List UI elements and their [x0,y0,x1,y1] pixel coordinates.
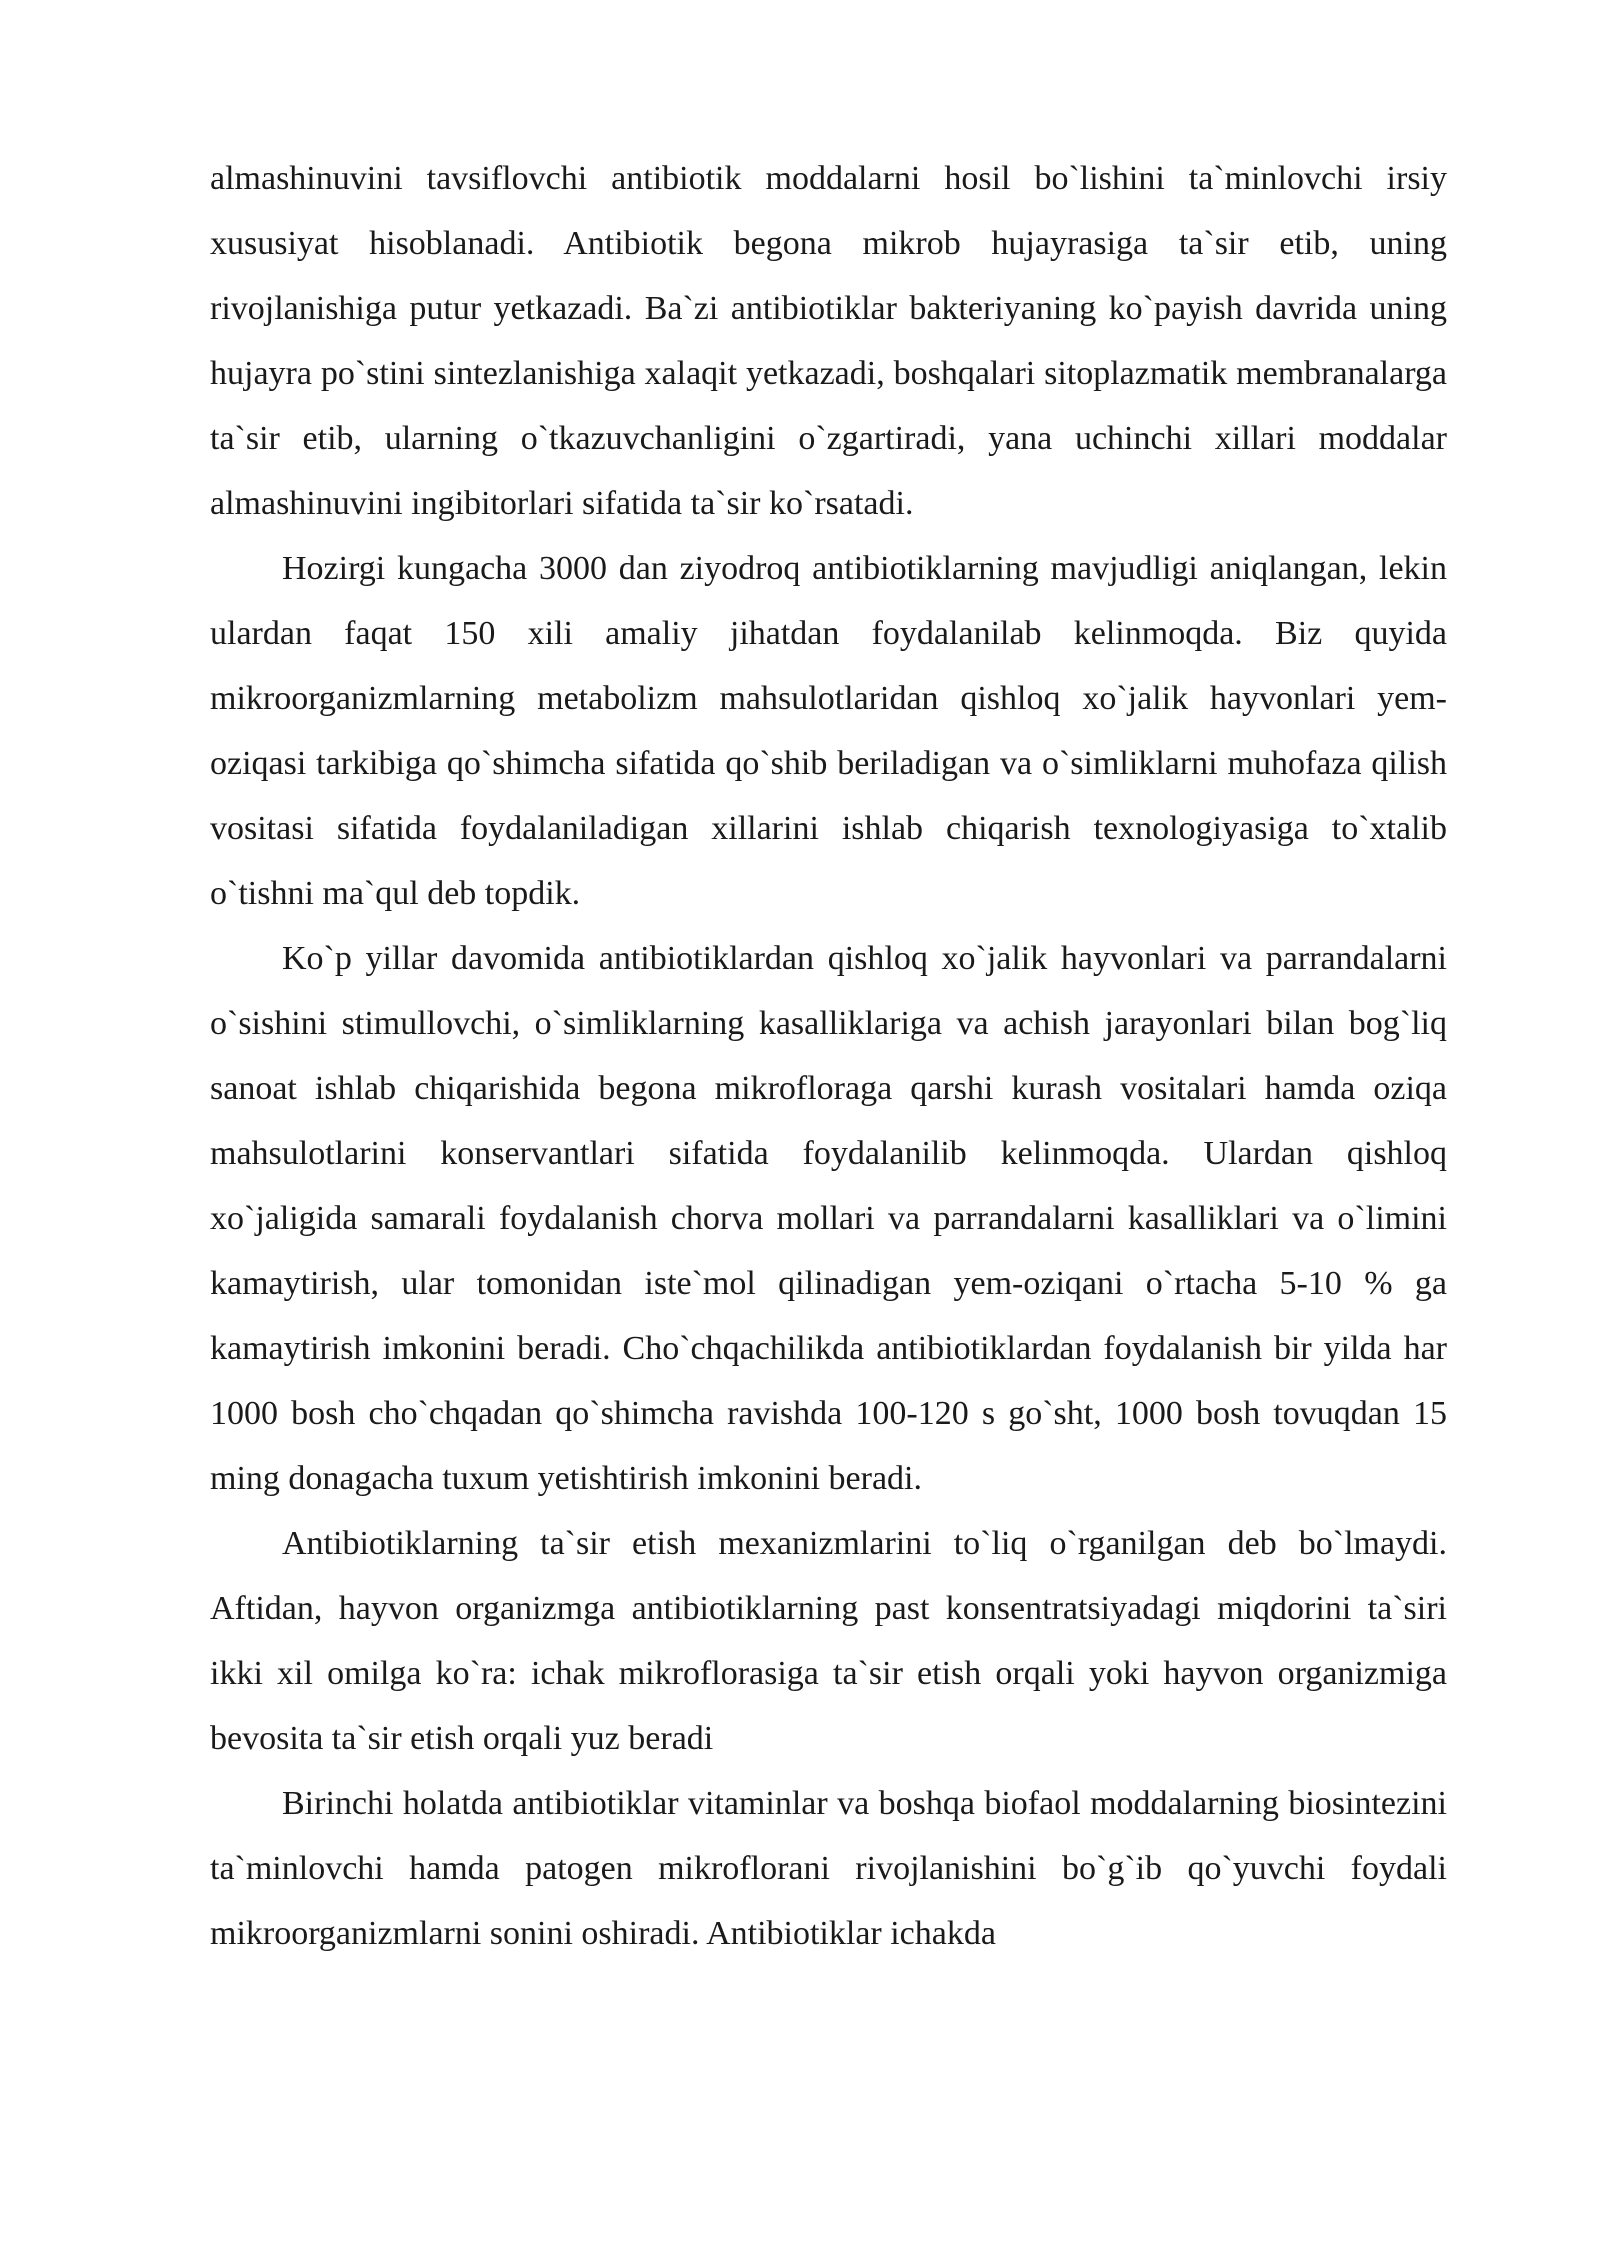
paragraph-4: Antibiotiklarning ta`sir etish mexanizmlarini to`liq o`rganilgan deb bo`lmaydi. Aftidan, hayvon organizmga antibiotiklarning past konsentratsiyadagi miqdorini ta`siri ikki xil omilga ko`ra: ichak mikroflorasiga ta`sir etish orqali yoki hayvon organizmiga bevosita ta`sir etish orqali yuz beradi [210,1525,1447,1757]
paragraph-1: almashinuvini tavsiflovchi antibiotik moddalarni hosil bo`lishini ta`minlovchi irsiy xususiyat hisoblanadi. Antibiotik begona mikrob hujayrasiga ta`sir etib, uning rivojlanishiga putur yetkazadi. Ba`zi antibiotiklar bakteriyaning ko`payish davrida uning hujayra po`stini sintezlanishiga xalaqit yetkazadi, boshqalari sitoplazmatik membranalarga ta`sir etib, ularning o`tkazuvchanligini o`zgartiradi, yana uchinchi xillari moddalar almashinuvini ingibitorlari sifatida ta`sir ko`rsatadi. [210,160,1447,522]
document-body [210,146,1447,1966]
paragraph-2: Hozirgi kungacha 3000 dan ziyodroq antibiotiklarning mavjudligi aniqlangan, lekin ulardan faqat 150 xili amaliy jihatdan foydalanilab kelinmoqda. Biz quyida mikroorganizmlarning metabolizm mahsulotlaridan qishloq xo`jalik hayvonlari yem-oziqasi tarkibiga qo`shimcha sifatida qo`shib beriladigan va o`simliklarni muhofaza qilish vositasi sifatida foydalaniladigan xillarini ishlab chiqarish texnologiyasiga to`xtalib o`tishni ma`qul deb topdik. [210,550,1447,912]
paragraph-3: Ko`p yillar davomida antibiotiklardan qishloq xo`jalik hayvonlari va parrandalarni o`sishini stimullovchi, o`simliklarning kasalliklariga va achish jarayonlari bilan bog`liq sanoat ishlab chiqarishida begona mikrofloraga qarshi kurash vositalari hamda oziqa mahsulotlarini konservantlari sifatida foydalanilib kelinmoqda. Ulardan qishloq xo`jaligida samarali foydalanish chorva mollari va parrandalarni kasalliklari va o`limini kamaytirish, ular tomonidan iste`mol qilinadigan yem-oziqani o`rtacha 5-10 % ga kamaytirish imkonini beradi. Cho`chqachilikda antibiotiklardan foydalanish bir yilda har 1000 bosh cho`chqadan qo`shimcha ravishda 100-120 s go`sht, 1000 bosh tovuqdan 15 ming donagacha tuxum yetishtirish imkonini beradi. [210,940,1447,1497]
paragraph-5: Birinchi holatda antibiotiklar vitaminlar va boshqa biofaol moddalarning biosintezini ta`minlovchi hamda patogen mikroflorani rivojlanishini bo`g`ib qo`yuvchi foydali mikroorganizmlarni sonini oshiradi. Antibiotiklar ichakda [210,1785,1447,1952]
